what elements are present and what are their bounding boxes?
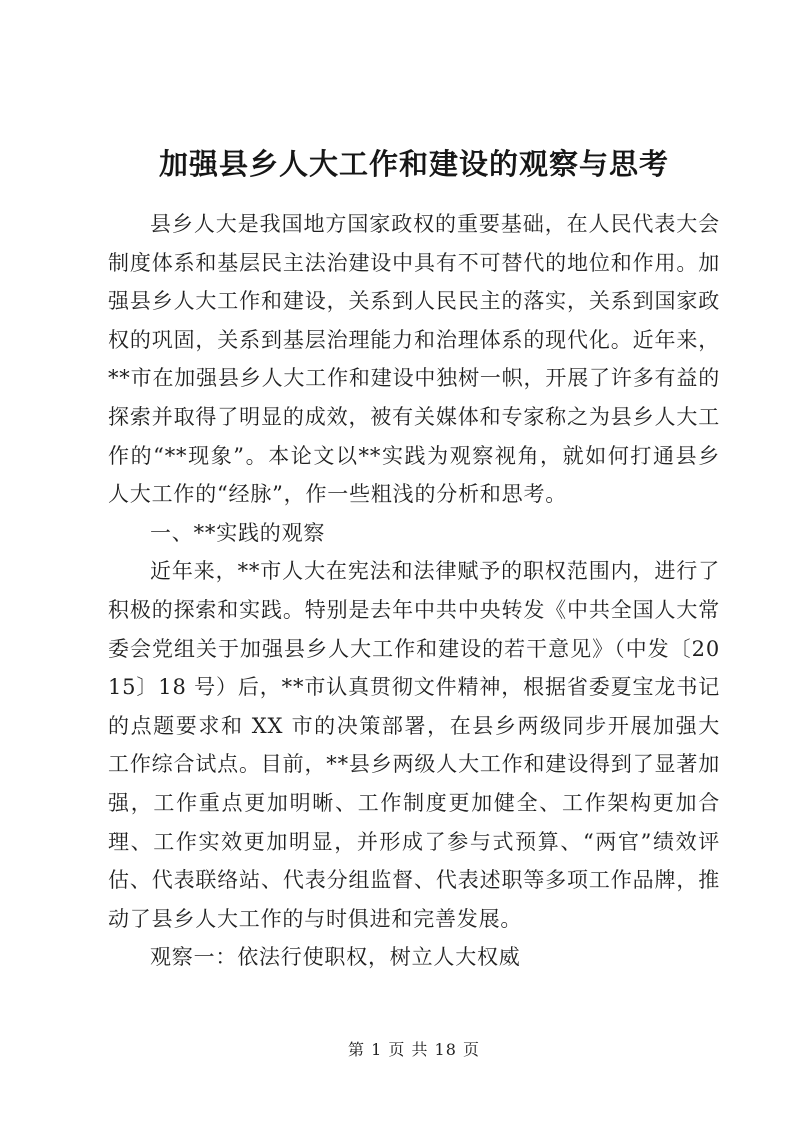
subsection-heading-observation-1: 观察一：依法行使职权，树立人大权威 — [150, 945, 521, 970]
page-footer: 第 1 页 共 18 页 — [348, 1040, 480, 1059]
paragraph-practice-details: 近年来，**市人大在宪法和法律赋予的职权范围内，进行了积极的探索和实践。特别是去年中共中央转发《中共全国人大常委会党组关于加强县乡人大工作和建设的若干意见》（中发〔2015〕18 号）后，**市认真贯彻文件精神，根据省委夏宝龙书记的点题要求和 XX 市的决策部署，在县乡两级同步开展加强大工作综合试点。目前，**县乡两级人大工作和建设得到了显著加强，工作重点更加明晰、工作制度更加健全、工作架构更加合理、工作实效更加明显，并形成了参与式预算、“两官”绩效评估、代表联络站、代表分组监督、代表述职等多项工作品牌，推动了县乡人大工作的与时俱进和完善发展。 — [108, 559, 720, 931]
paragraph-intro: 县乡人大是我国地方国家政权的重要基础，在人民代表大会制度体系和基层民主法治建设中具有不可替代的地位和作用。加强县乡人大工作和建设，关系到人民民主的落实，关系到国家政权的巩固，关系到基层治理能力和治理体系的现代化。近年来，**市在加强县乡人大工作和建设中独树一帜，开展了许多有益的探索并取得了明显的成效，被有关媒体和专家称之为县乡人大工作的“**现象”。本论文以**实践为观察视角，就如何打通县乡人大工作的“经脉”，作一些粗浅的分析和思考。 — [108, 212, 720, 507]
page-content — [108, 140, 720, 977]
document-title: 加强县乡人大工作和建设的观察与思考 — [158, 147, 669, 181]
section-heading-practice-observation: 一、**实践的观察 — [150, 520, 326, 545]
